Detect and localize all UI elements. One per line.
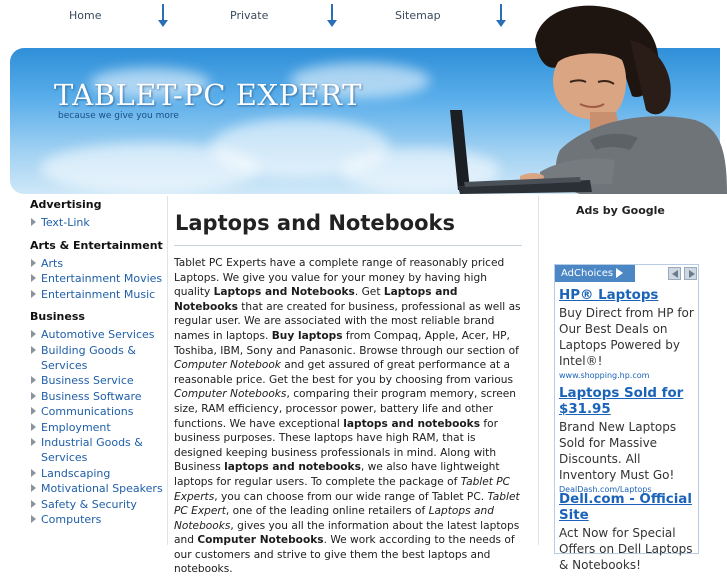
- site-tagline: because we give you more: [58, 111, 179, 121]
- article-bold-text: laptops and notebooks: [224, 461, 361, 474]
- article-text-run: , one of the leading online retailers of: [225, 505, 429, 518]
- sidebar-link[interactable]: Landscaping: [22, 466, 167, 481]
- article-text-run: for business purposes. These laptops have high RAM, that is designed keeping business professionals in mind. Along with Business: [174, 417, 498, 474]
- ad-next-button[interactable]: [684, 267, 697, 280]
- article-text-run: . We work according to the needs of our customers and strive to give them the best laptops and notebooks.: [174, 534, 515, 576]
- article-text-run: , we also have lightweight laptops for regular users. To complete the package of: [174, 461, 500, 488]
- ad-item: [559, 492, 699, 573]
- article-text-run: , you can choose from our wide range of Tablet PC.: [214, 490, 488, 503]
- nav-private-link[interactable]: Private: [230, 9, 269, 22]
- ad-title-link[interactable]: HP® Laptops: [559, 288, 659, 303]
- chevron-right-icon: [689, 270, 695, 278]
- sidebar-link[interactable]: Computers: [22, 512, 167, 527]
- ads-by-google-label: Ads by Google: [576, 204, 665, 217]
- sidebar-link[interactable]: Building Goods & Services: [22, 343, 167, 373]
- adchoices-icon: [616, 268, 623, 278]
- article-text: [174, 256, 524, 577]
- sidebar-link[interactable]: Arts: [22, 256, 167, 271]
- site-title[interactable]: TABLET-PC EXPERT: [54, 78, 362, 112]
- nav-home-link[interactable]: Home: [69, 9, 102, 22]
- article-text-run: . Get: [354, 286, 384, 299]
- article-text-run: , comparing their program memory, screen size, RAM efficiency, processor power, battery life and other functions. We have exceptional: [174, 388, 516, 430]
- adchoices-label: AdChoices: [561, 268, 614, 279]
- sidebar: [22, 196, 168, 545]
- chevron-left-icon: [672, 270, 678, 278]
- sidebar-link[interactable]: Business Service: [22, 373, 167, 388]
- article-bold-text: Laptops and Notebooks: [213, 286, 355, 299]
- sidebar-link[interactable]: Business Software: [22, 389, 167, 404]
- ad-box: [554, 264, 699, 572]
- divider: [174, 245, 522, 246]
- article-text-run: , gives you all the information about the latest laptops and: [174, 519, 520, 547]
- page-title: Laptops and Notebooks: [175, 211, 455, 235]
- woman-with-laptop-photo: [440, 0, 727, 194]
- sidebar-link[interactable]: Entertainment Music: [22, 287, 167, 302]
- article-bold-text: Buy laptops: [271, 329, 343, 342]
- ad-item: [559, 288, 699, 380]
- article-text-run: from Compaq, Apple, Acer, HP, Toshiba, IBM, Sony and Panasonic. Browse through our section of: [174, 329, 519, 357]
- sidebar-link[interactable]: Automotive Services: [22, 327, 167, 342]
- article-italic-text: Tablet PC Expert: [174, 490, 520, 518]
- article-text-run: that are created for business, professional as well as regular user. We are associated with the most reliable brand names in laptops.: [174, 300, 521, 342]
- article-text-run: and get assured of great performance at a reasonable price. Get the best for you by choosing from various: [174, 359, 513, 386]
- ad-description: Buy Direct from HP for Our Best Deals on Laptops Powered by Intel®!: [559, 306, 694, 368]
- sidebar-section-title: Advertising: [30, 198, 102, 211]
- sidebar-link[interactable]: Text-Link: [22, 215, 167, 230]
- article-italic-text: Computer Notebook: [174, 359, 281, 372]
- ad-url-link[interactable]: DealDash.com/Laptops: [559, 485, 652, 494]
- article-bold-text: Computer Notebooks: [197, 534, 324, 547]
- ad-description: Act Now for Special Offers on Dell Laptops & Notebooks!: [559, 526, 693, 572]
- sidebar-section-title: Arts & Entertainment: [30, 238, 163, 252]
- ad-description: Brand New Laptops Sold for Massive Discounts. All Inventory Must Go!: [559, 420, 677, 482]
- sidebar-link[interactable]: Entertainment Movies: [22, 271, 167, 286]
- down-arrow-icon: [158, 4, 168, 28]
- article-italic-text: Tablet PC Experts: [174, 475, 511, 503]
- ad-item: [559, 386, 699, 494]
- ad-title-link[interactable]: Dell.com - Official Site: [559, 492, 692, 523]
- adchoices-button[interactable]: [555, 265, 635, 282]
- down-arrow-icon: [327, 4, 337, 28]
- article-bold-text: Laptops and Notebooks: [174, 286, 458, 313]
- article-italic-text: Laptops and Notebooks: [174, 505, 494, 532]
- sidebar-link[interactable]: Communications: [22, 404, 167, 419]
- sidebar-link[interactable]: Industrial Goods & Services: [22, 435, 167, 465]
- article-italic-text: Computer Notebooks: [174, 388, 287, 401]
- ad-title-link[interactable]: Laptops Sold for $31.95: [559, 386, 684, 417]
- sidebar-link[interactable]: Employment: [22, 420, 167, 435]
- sidebar-section-title: Business: [30, 310, 85, 323]
- sidebar-link[interactable]: Safety & Security: [22, 497, 167, 512]
- ad-prev-button[interactable]: [668, 267, 681, 280]
- article-bold-text: laptops and notebooks: [343, 417, 481, 430]
- sidebar-link[interactable]: Motivational Speakers: [22, 481, 167, 496]
- nav-sitemap-link[interactable]: Sitemap: [395, 9, 441, 22]
- main-content: [174, 196, 526, 576]
- ad-column: [538, 196, 727, 572]
- ad-url-link[interactable]: www.shopping.hp.com: [559, 371, 650, 380]
- article-text-run: Tablet PC Experts have a complete range of reasonably priced Laptops. We give you value for your money by having high quality: [174, 257, 505, 299]
